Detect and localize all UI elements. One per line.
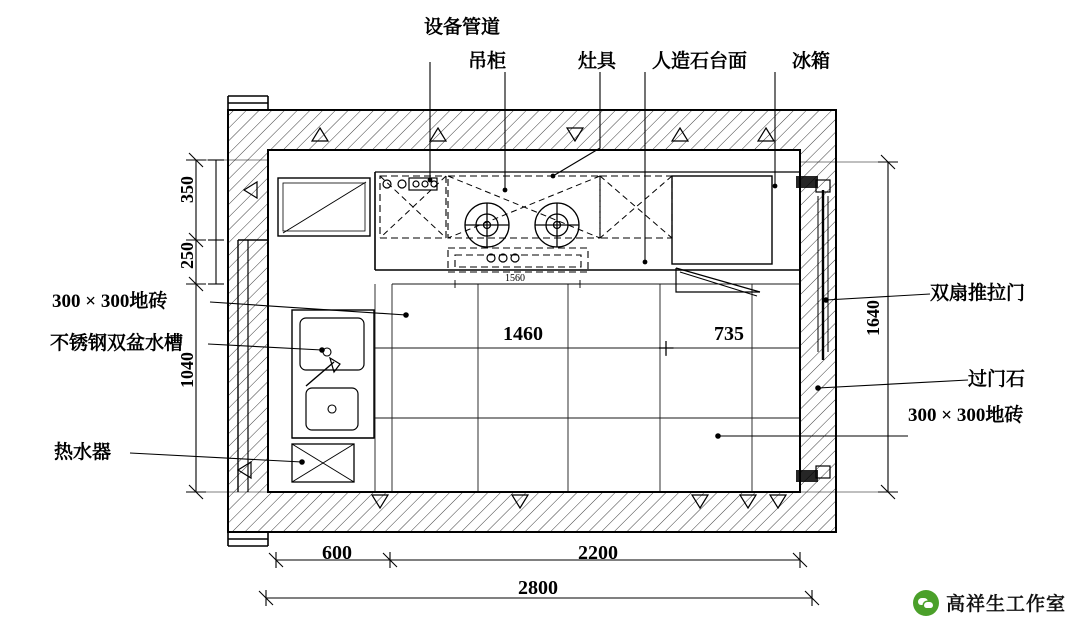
- label-floor-tile-left: 300 × 300地砖: [52, 291, 168, 312]
- watermark-text: 高祥生工作室: [945, 594, 1066, 615]
- watermark: [913, 589, 1066, 616]
- sink-cabinet: [292, 310, 374, 482]
- dimension-2200: 2200: [578, 542, 618, 564]
- label-threshold-stone: 过门石: [968, 369, 1026, 390]
- dimension-600: 600: [322, 542, 352, 564]
- cooktop-symbol: [465, 203, 579, 247]
- label-refrigerator: 冰箱: [792, 51, 831, 72]
- dimension-1560: 1560: [505, 273, 525, 284]
- label-equipment-pipe: 设备管道: [424, 17, 501, 38]
- label-cooktop: 灶具: [578, 51, 617, 72]
- label-wall-cabinet: 吊柜: [468, 51, 507, 72]
- dimension-735: 735: [714, 323, 744, 345]
- label-sliding-door: 双扇推拉门: [930, 283, 1026, 304]
- dimension-2800: 2800: [518, 577, 558, 599]
- dimension-1640: 1640: [863, 300, 883, 336]
- wechat-icon: [913, 590, 939, 616]
- label-stainless-double-sink: 不锈钢双盆水槽: [50, 333, 184, 354]
- dimension-350: 350: [177, 176, 197, 203]
- dimension-1040: 1040: [177, 352, 197, 388]
- label-water-heater: 热水器: [54, 442, 112, 463]
- floor-tile-grid: [375, 284, 800, 492]
- dimension-250: 250: [177, 242, 197, 269]
- dimension-1460: 1460: [503, 323, 543, 345]
- label-artificial-stone-counter: 人造石台面: [652, 51, 748, 72]
- upper-counter-run: [278, 172, 800, 296]
- refrigerator-symbol: [672, 176, 772, 296]
- window-symbol: [278, 178, 370, 236]
- label-floor-tile-right: 300 × 300地砖: [908, 405, 1024, 426]
